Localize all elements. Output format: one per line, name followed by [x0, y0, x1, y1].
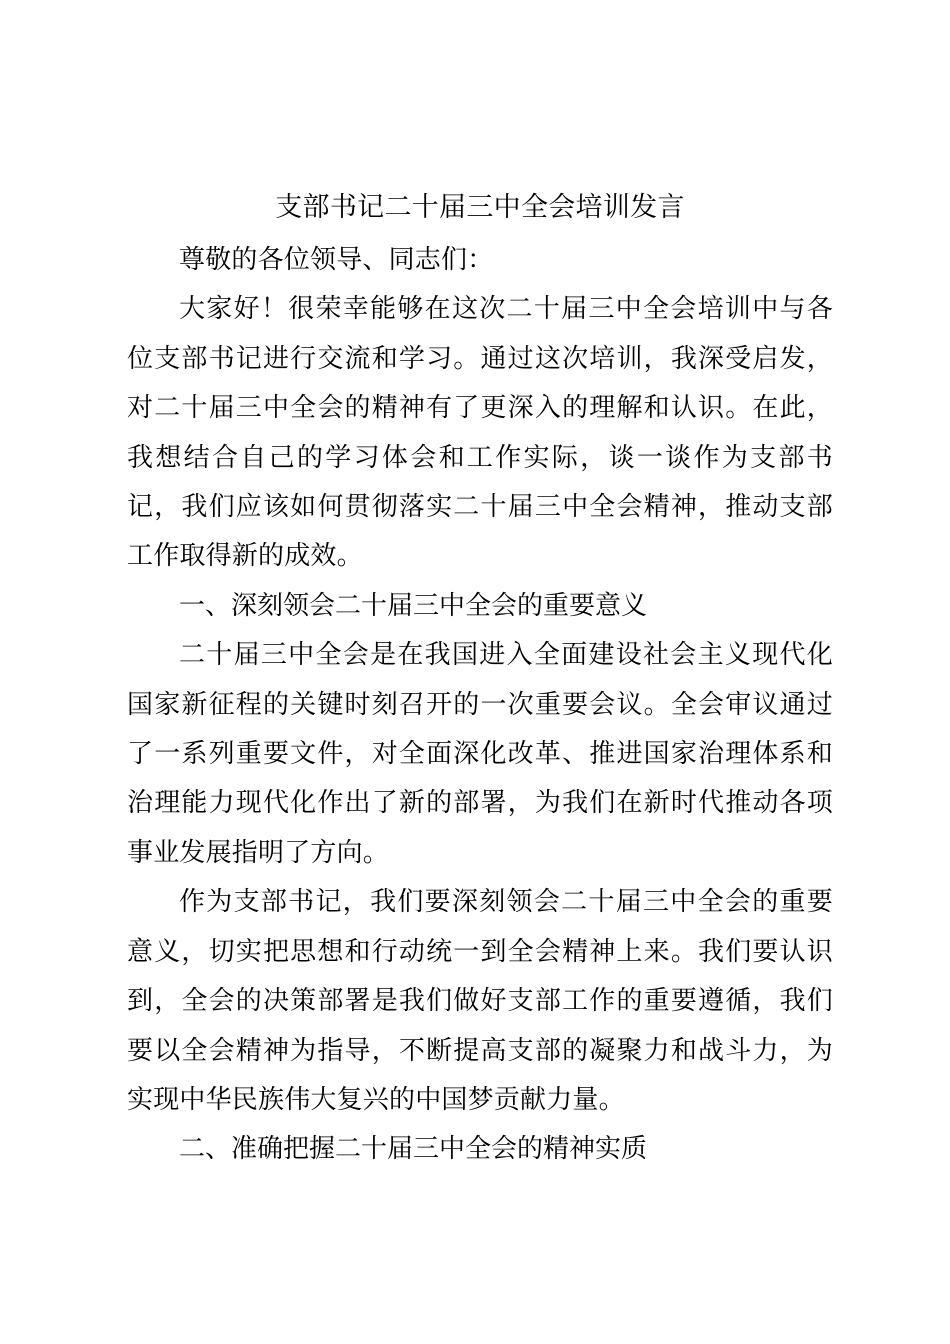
paragraph-intro: 大家好！很荣幸能够在这次二十届三中全会培训中与各位支部书记进行交流和学习。通过这次培训，我深受启发，对二十届三中全会的精神有了更深入的理解和认识。在此，我想结合自己的学习体会和工作实际，谈一谈作为支部书记，我们应该如何贯彻落实二十届三中全会精神，推动支部工作取得新的成效。 [127, 294, 833, 572]
paragraph-significance: 二十届三中全会是在我国进入全面建设社会主义现代化国家新征程的关键时刻召开的一次重要会议。全会审议通过了一系列重要文件，对全面深化改革、推进国家治理体系和治理能力现代化作出了新的部署，为我们在新时代推动各项事业发展指明了方向。 [127, 640, 833, 868]
greeting: 尊敬的各位领导、同志们： [179, 245, 494, 275]
section-heading-1: 一、深刻领会二十届三中全会的重要意义 [179, 590, 648, 621]
section-heading-2: 二、准确把握二十届三中全会的精神实质 [179, 1134, 648, 1165]
document-page [127, 188, 833, 1175]
document-title: 支部书记二十届三中全会培训发言 [275, 192, 685, 223]
paragraph-role: 作为支部书记，我们要深刻领会二十届三中全会的重要意义，切实把思想和行动统一到全会精神上来。我们要认识到，全会的决策部署是我们做好支部工作的重要遵循，我们要以全会精神为指导，不断提高支部的凝聚力和战斗力，为实现中华民族伟大复兴的中国梦贡献力量。 [127, 887, 833, 1115]
